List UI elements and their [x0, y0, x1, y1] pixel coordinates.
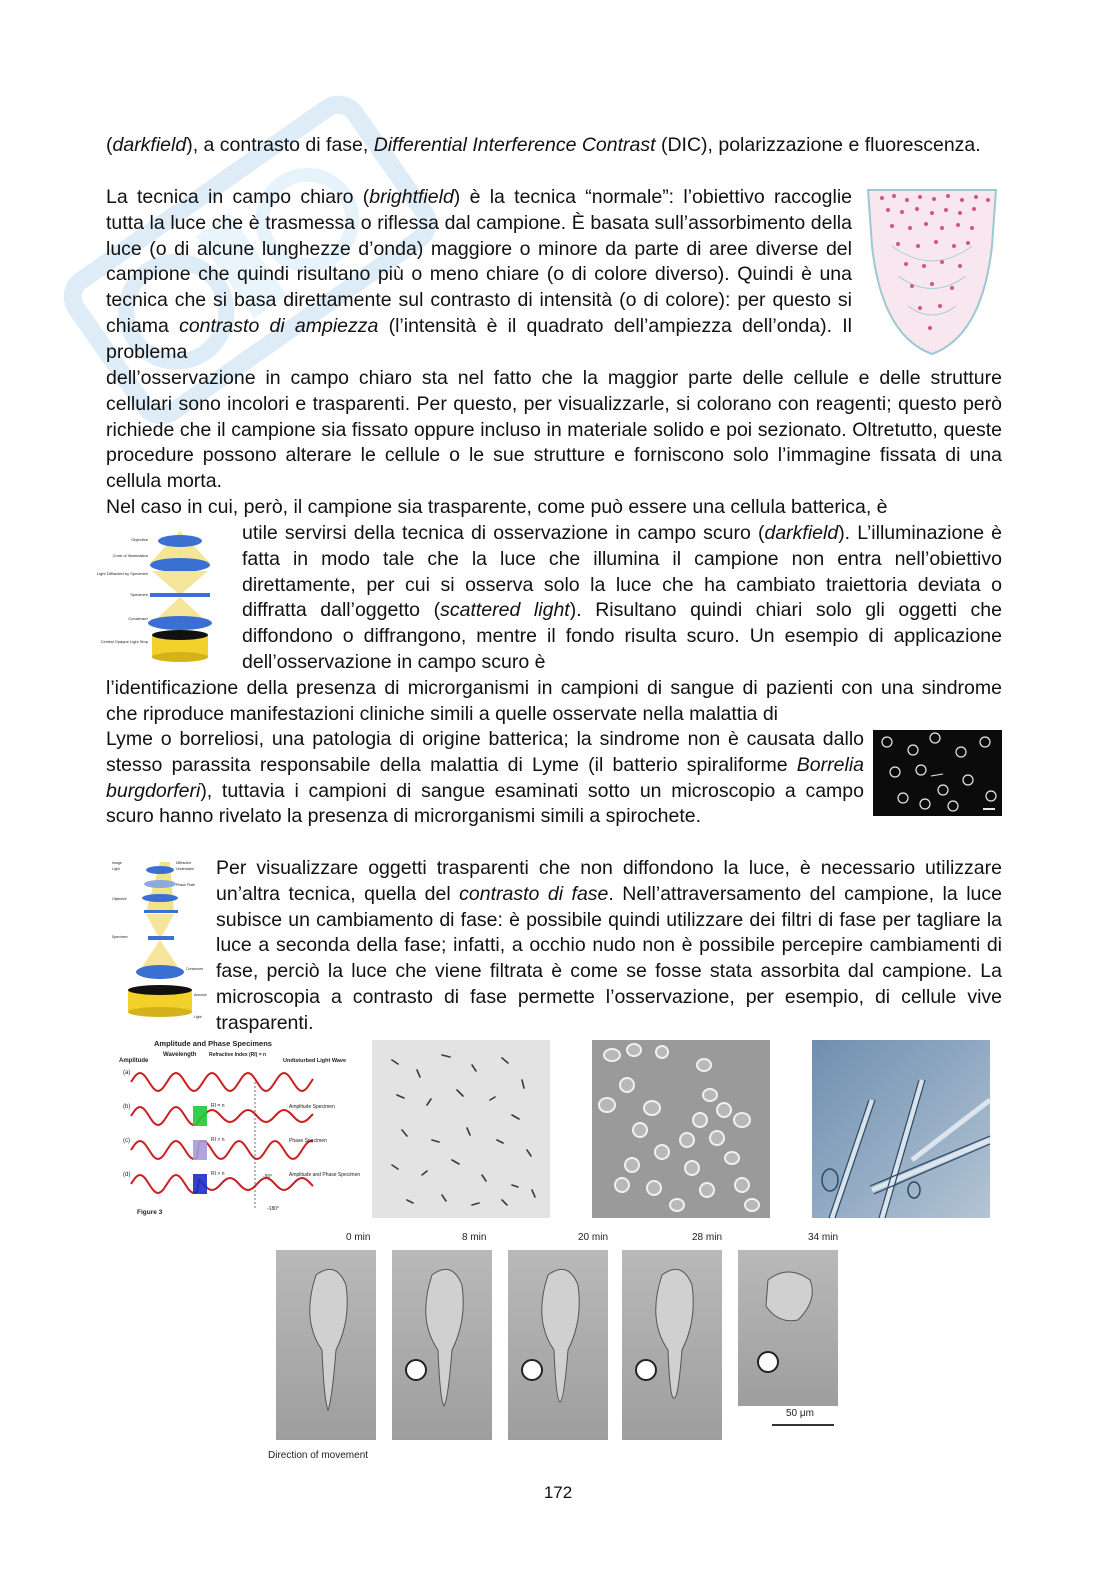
timelapse-time-label: 20 min — [578, 1232, 609, 1243]
timelapse-series — [268, 1230, 848, 1470]
timelapse-frame — [622, 1250, 722, 1440]
text-run: (l’intensità è il quadrato dell’ampiezza dell’onda). Il problema — [106, 314, 853, 363]
darkfield-label-specimen: Specimen — [130, 592, 148, 597]
wave-figure-title: Amplitude and Phase Specimens — [154, 1039, 272, 1048]
text-run: Nel caso in cui, però, il campione sia trasparente, come può essere una cellula batterica, è — [106, 496, 888, 518]
paragraph-5 — [242, 521, 1002, 676]
timelapse-frame — [276, 1250, 376, 1440]
text-run: La tecnica in campo chiaro ( — [106, 186, 370, 208]
cell-shape — [392, 1250, 492, 1440]
italic-term: scattered light — [440, 599, 570, 622]
text-run: ( — [106, 134, 113, 156]
specimen-block — [193, 1106, 207, 1126]
phase-micrograph-hyphae — [812, 1040, 990, 1218]
wave-phase-shift-2: -180° — [267, 1206, 280, 1212]
timelapse-frame — [392, 1250, 492, 1440]
specimen-block — [193, 1174, 207, 1194]
scale-bar — [772, 1424, 834, 1426]
paragraph-6 — [106, 676, 1002, 728]
darkfield-label-diffracted: Light Diffracted by Specimen — [96, 571, 148, 576]
italic-term: darkfield — [112, 134, 187, 156]
wave-row-letter: (d) — [123, 1172, 131, 1178]
italic-term: Differential Interference Contrast — [373, 134, 656, 156]
wave-figure-caption: Figure 3 — [137, 1209, 163, 1216]
paragraph-4 — [106, 495, 1002, 521]
paragraph-7 — [106, 727, 864, 830]
cell-shape — [276, 1250, 376, 1440]
text-run: ), a contrasto di fase, — [186, 134, 374, 156]
darkfield-label-condenser: Condenser — [128, 616, 148, 621]
wave-row-letter: (b) — [123, 1104, 131, 1110]
paragraph-8 — [216, 856, 1002, 1037]
paragraph-2 — [106, 185, 852, 366]
root-tip-micrograph — [862, 186, 1002, 356]
wave-header-undisturbed: Undisturbed Light Wave — [283, 1058, 347, 1064]
phase-micrograph-cells — [592, 1040, 770, 1218]
text-run: ). Risultano quindi chiari solo gli oggetti che diffondono o diffrangono, mentre il fondo risulta scuro. Un esempio di applicazione dell’osservazione in campo scuro è — [242, 599, 1002, 673]
text-run: ), tuttavia i campioni di sangue esaminati sotto un microscopio a campo scuro hanno rivelato la presenza di microrganismi simili a spirochete. — [106, 779, 864, 828]
timelapse-time-label: 8 min — [462, 1232, 487, 1243]
phase-label-image: Image — [112, 861, 122, 865]
phase-label-condenser: Condenser — [186, 967, 204, 971]
text-run: Per visualizzare oggetti trasparenti che non diffondono la luce, è necessario utilizzare un’altra tecnica, quella del — [216, 857, 1002, 905]
page-number: 172 — [543, 1483, 573, 1502]
phase-label-diffracted: Diffracted — [176, 861, 191, 865]
italic-term: brightfield — [369, 186, 454, 208]
phase-label-objective: Objective — [112, 897, 127, 901]
cell-shape — [508, 1250, 608, 1440]
timelapse-time-label: 28 min — [692, 1232, 723, 1243]
timelapse-frame — [738, 1250, 838, 1406]
timelapse-frame — [508, 1250, 608, 1440]
wave-row-letter: (a) — [123, 1070, 131, 1076]
wave-row-ri: RI > n — [211, 1171, 225, 1177]
amplitude-phase-figure — [117, 1038, 361, 1218]
wave-phase-shift-1: -90° — [263, 1174, 273, 1180]
darkfield-label-stop: Central Opaque Light Stop — [100, 639, 148, 644]
paragraph-1 — [106, 133, 1002, 159]
wave-row-letter: (c) — [123, 1138, 130, 1144]
paragraph-3 — [106, 366, 1002, 495]
darkfield-micrograph — [873, 730, 1002, 816]
timelapse-time-label: 0 min — [346, 1232, 371, 1243]
text-run: ) è la tecnica “normale”: l’obiettivo raccoglie tutta la luce che è trasmessa o riflessa dal campione. È basata sull’assorbimento della luce (o di alcune lunghezze d’onda) maggiore o minore da parte di aree diverse del campione che quindi risultano più o meno chiare (o di colore diverso). Quindi è una tecnica che si basa direttamente sul contrasto di intensità (o di colore): per questo si chiama — [106, 186, 853, 337]
wave-header-wavelength: Wavelength — [163, 1052, 197, 1058]
italic-term: contrasto di ampiezza — [179, 314, 379, 337]
direction-label: Direction of movement — [268, 1450, 369, 1461]
phase-label-light-bottom: Light — [194, 1015, 202, 1019]
italic-term: darkfield — [764, 522, 839, 544]
text-run: . Nell’attraversamento del campione, la luce subisce un cambiamento di fase: è possibile quindi utilizzare dei filtri di fase per tagliare la luce a seconda della fase; infatti, a occhio nudo non è possibile percepire cambiamenti di fase, perciò la luce che viene filtrata è come se fosse stata assorbita dal campione. La microscopia a contrasto di fase permette l’osservazione, per esempio, di cellule vive trasparenti. — [216, 882, 1002, 1034]
specimen-block — [193, 1140, 207, 1160]
phase-label-undeviated: Undeviated — [176, 867, 194, 871]
wave-row-description: Phase Specimen — [289, 1138, 327, 1144]
text-run: (DIC), polarizzazione e fluorescenza. — [655, 134, 981, 156]
scale-label: 50 μm — [786, 1408, 814, 1419]
phase-label-phase-plate: Phase Plate — [176, 883, 195, 887]
text-run: dell’osservazione in campo chiaro sta nel fatto che la maggior parte delle cellule e delle strutture cellulari sono incolori e trasparenti. Per questo, per visualizzarle, si colorano con reagenti; questo però richiede che il campione sia fissato oppure incluso in materiale solido e poi sezionato. Oltretutto, queste procedure possono alterare le cellule o le sue strutture e forniscono solo l’immagine fissata di una cellula morta. — [106, 367, 1002, 493]
text-run: utile servirsi della tecnica di osservazione in campo scuro ( — [242, 522, 765, 544]
wave-row-ri: RI = n — [211, 1103, 225, 1109]
italic-term: contrasto di fase — [459, 882, 609, 905]
text-run: Lyme o borreliosi, una patologia di origine batterica; la sindrome non è causata dallo stesso parassita responsabile della malattia di Lyme (il batterio spiraliforme — [106, 728, 864, 776]
wave-row-ri: RI > n — [211, 1137, 225, 1143]
wave-row-description: Amplitude Specimen — [289, 1104, 335, 1110]
darkfield-diagram — [96, 523, 236, 665]
phase-label-annulus: Annulus — [194, 993, 207, 997]
phase-contrast-diagram — [110, 858, 212, 1026]
phase-micrograph-bacteria — [372, 1040, 550, 1218]
wave-header-refractive: Refractive Index (RI) = n — [209, 1052, 267, 1058]
text-run: l’identificazione della presenza di microrganismi in campioni di sangue di pazienti con una sindrome che riproduce manifestazioni cliniche simili a quelle osservate nella malattia di — [106, 677, 1002, 725]
wave-header-amplitude: Amplitude — [119, 1058, 149, 1064]
darkfield-label-cone: Cone of Illumination — [112, 553, 148, 558]
phase-label-light-top: Light — [112, 867, 120, 871]
wave-row-description: Amplitude and Phase Specimen — [289, 1172, 361, 1178]
darkfield-label-objective: Objective — [131, 537, 148, 542]
timelapse-time-label: 34 min — [808, 1232, 839, 1243]
cell-shape — [738, 1250, 838, 1406]
italic-term: Borrelia burgdorferi — [106, 753, 864, 802]
phase-label-specimen: Specimen — [112, 935, 128, 939]
cell-shape — [622, 1250, 722, 1440]
text-run: ). L’illuminazione è fatta in modo tale che la luce che illumina il campione non entra nell’obiettivo direttamente, per cui si osserva solo la luce che ha cambiato traiettoria deviata o diffratta dall’oggetto ( — [242, 522, 1002, 622]
